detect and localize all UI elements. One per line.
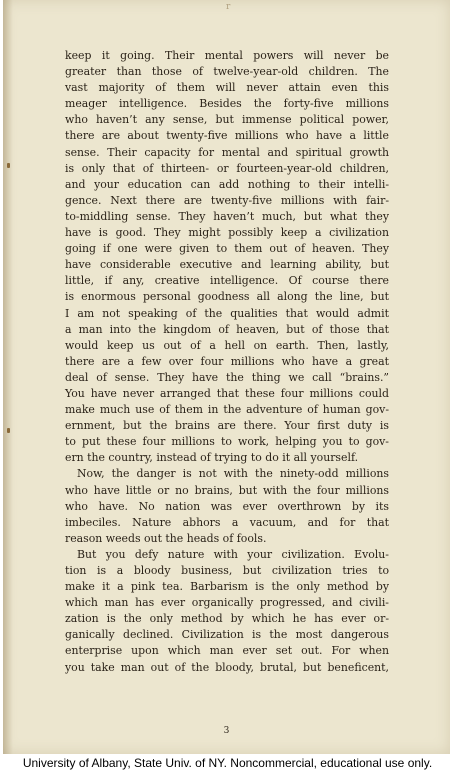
text-line: ganically declined. Civilization is the most dangerous (65, 628, 389, 642)
text-line: ern the country, instead of trying to do it all yourself. (65, 451, 359, 465)
text-line: gence. Next there are twenty-five millions with fair- (65, 193, 389, 207)
text-line: enterprise upon which man ever set out. For when (65, 644, 389, 658)
book-page (3, 0, 450, 754)
text-line: to-middling sense. They haven’t much, but what they (65, 209, 389, 223)
text-line: tion is a bloody business, but civilization tries to (65, 564, 389, 577)
text-line: zation is the only method by which he has ever or- (65, 612, 389, 626)
paragraph-start-line: But you defy nature with your civilization. Evolu- (77, 547, 389, 561)
text-line: going if one were given to them out of heaven. They (65, 242, 389, 256)
text-line: greater than those of twelve-year-old children. The (65, 65, 389, 79)
body-text (65, 48, 389, 676)
binding-mark-2 (7, 428, 10, 433)
text-line: have is good. They might possibly keep a civilization (65, 226, 389, 240)
binding-shadow (3, 0, 13, 754)
text-line: meager intelligence. Besides the forty-five millions (65, 97, 389, 111)
top-mark: r (226, 2, 231, 12)
text-line: who have little or no brains, but with the four millions (65, 483, 389, 497)
text-line: and your education can add nothing to their intelli- (65, 177, 389, 191)
text-line: reason weeds out the heads of fools. (65, 531, 267, 545)
text-line: little, if any, creative intelligence. Of course there (65, 274, 389, 288)
text-line: is only that of thirteen- or fourteen-year-old children, (65, 161, 389, 175)
archive-caption: University of Albany, State Univ. of NY. Noncommercial, educational use only. (22, 756, 433, 770)
text-line: ernment, but the brains are there. Your first duty is (65, 419, 389, 433)
text-line: I am not speaking of the qualities that would admit (65, 306, 389, 320)
text-line: sense. Their capacity for mental and spiritual growth (65, 145, 389, 159)
text-line: to put these four millions to work, helping you to gov- (65, 435, 389, 449)
text-line: vast majority of them will never attain even this (65, 81, 389, 95)
text-line: which man has ever organically progressed, and civili- (65, 596, 389, 610)
text-line: there are a few over four millions who have a great (65, 354, 389, 368)
text-line: You have never arranged that these four millions could (65, 386, 389, 400)
text-line: who have. No nation was ever overthrown by its (65, 499, 389, 513)
text-line: you take man out of the bloody, brutal, but beneficent, (65, 660, 389, 674)
text-line: make it a pink tea. Barbarism is the only method by (65, 580, 389, 594)
text-line: would keep us out of a hell on earth. Then, lastly, (65, 338, 389, 352)
paragraph-start-line: Now, the danger is not with the ninety-odd millions (77, 467, 389, 481)
text-line: who haven’t any sense, but immense political power, (65, 113, 389, 127)
text-line: there are about twenty-five millions who have a little (65, 129, 389, 143)
text-line: keep it going. Their mental powers will never be (65, 49, 389, 62)
text-line: imbeciles. Nature abhors a vacuum, and for that (65, 515, 389, 529)
text-line: deal of sense. They have the thing we call “brains.” (65, 370, 389, 384)
text-line: a man into the kingdom of heaven, but of those that (65, 322, 389, 336)
text-line: make much use of them in the adventure of human gov- (65, 403, 389, 417)
page-number: 3 (223, 726, 230, 736)
binding-mark-1 (7, 163, 10, 168)
text-line: have considerable executive and learning ability, but (65, 258, 389, 272)
text-line: is enormous personal goodness all along the line, but (65, 290, 389, 304)
